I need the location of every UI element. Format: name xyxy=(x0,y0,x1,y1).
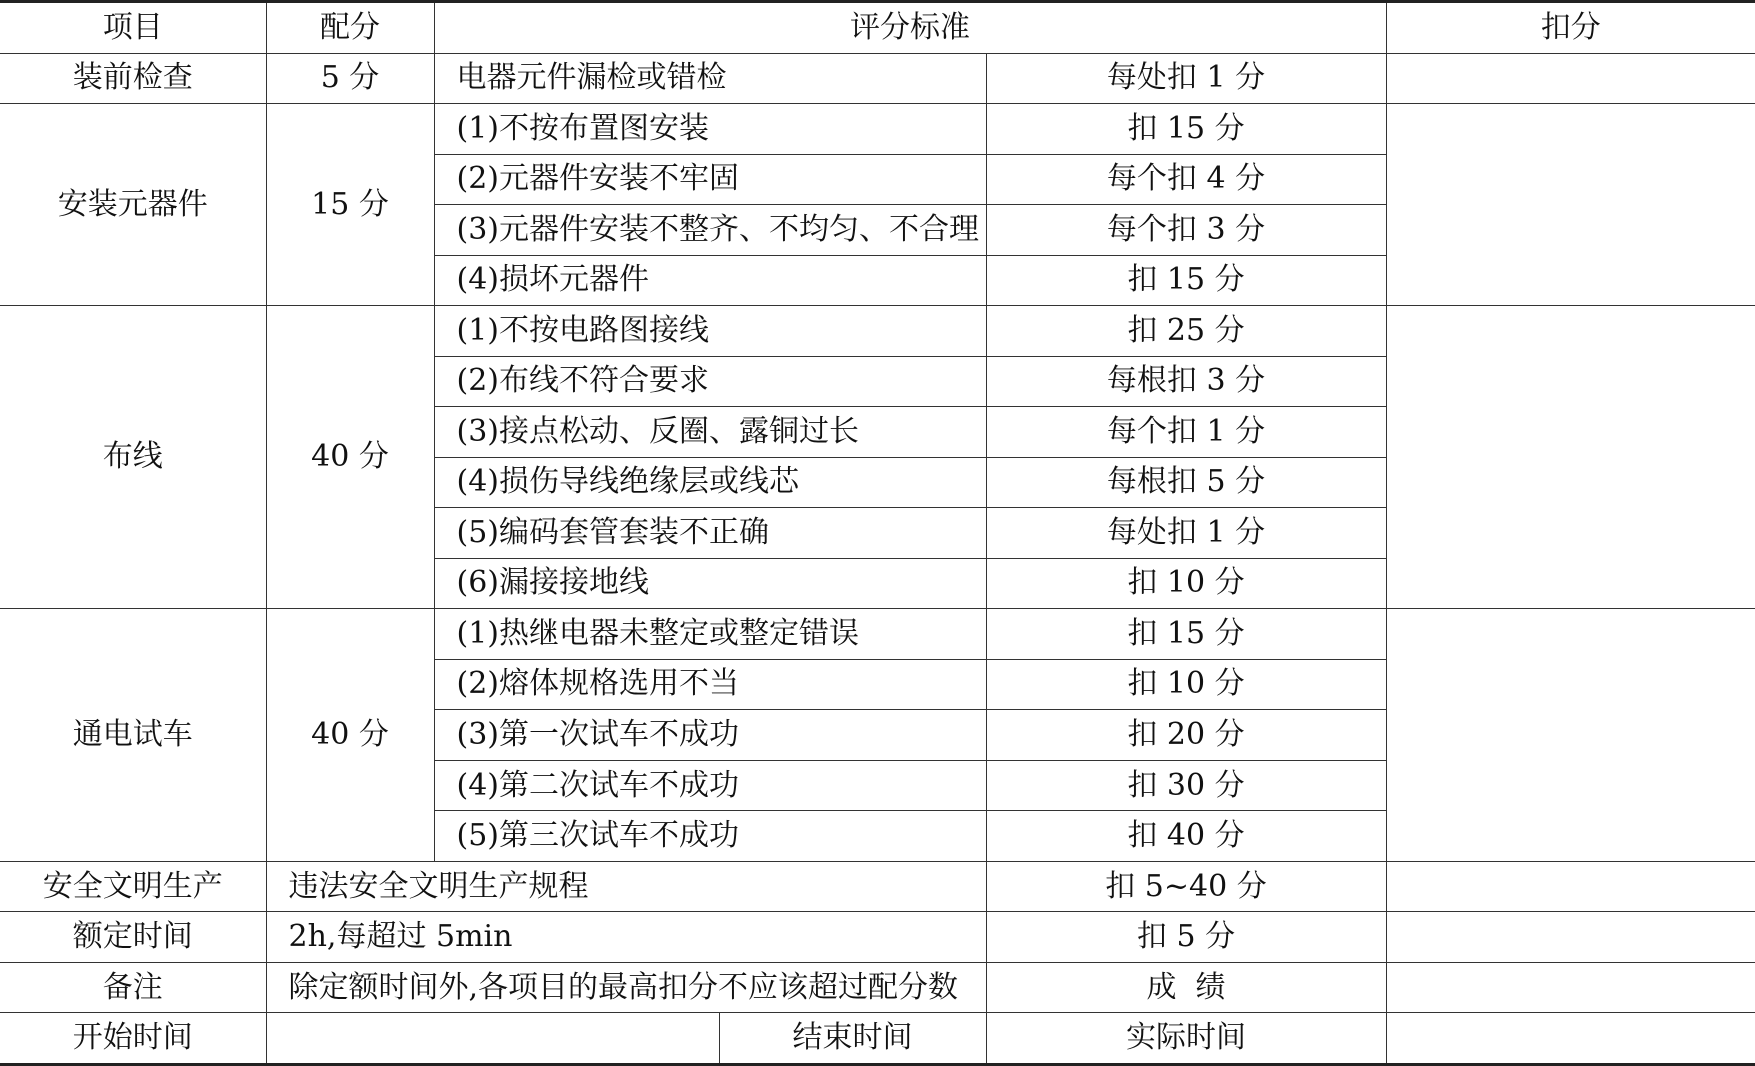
time-limit-row xyxy=(0,912,1755,963)
criteria-penalty: 每处扣 1 分 xyxy=(986,53,1386,104)
criteria-penalty: 每根扣 3 分 xyxy=(986,356,1386,407)
deduct-cell[interactable] xyxy=(1386,861,1755,912)
section-score: 40 分 xyxy=(266,609,434,862)
section-score: 15 分 xyxy=(266,104,434,306)
criteria-desc: (4)损坏元器件 xyxy=(434,255,986,306)
criteria-desc: (2)熔体规格选用不当 xyxy=(434,659,986,710)
header-score: 配分 xyxy=(266,2,434,54)
end-time-label: 结束时间 xyxy=(719,1013,986,1065)
safety-name: 安全文明生产 xyxy=(0,861,266,912)
criteria-penalty: 每个扣 1 分 xyxy=(986,407,1386,458)
deduct-cell[interactable] xyxy=(1386,609,1755,862)
criteria-desc: (3)第一次试车不成功 xyxy=(434,710,986,761)
criteria-penalty: 扣 15 分 xyxy=(986,255,1386,306)
start-time-label: 开始时间 xyxy=(0,1013,266,1065)
section-name: 安装元器件 xyxy=(0,104,266,306)
deduct-cell[interactable] xyxy=(1386,912,1755,963)
table-row xyxy=(0,609,1755,660)
criteria-penalty: 扣 20 分 xyxy=(986,710,1386,761)
grade-label: 成 绩 xyxy=(986,962,1386,1013)
criteria-penalty: 扣 25 分 xyxy=(986,306,1386,357)
header-deduct: 扣分 xyxy=(1386,2,1755,54)
section-name: 通电试车 xyxy=(0,609,266,862)
deduct-cell[interactable] xyxy=(1386,104,1755,306)
time-limit-name: 额定时间 xyxy=(0,912,266,963)
time-limit-desc: 2h,每超过 5min xyxy=(266,912,986,963)
criteria-penalty: 每个扣 4 分 xyxy=(986,154,1386,205)
safety-penalty: 扣 5~40 分 xyxy=(986,861,1386,912)
table-row xyxy=(0,53,1755,104)
time-limit-penalty: 扣 5 分 xyxy=(986,912,1386,963)
header-criteria: 评分标准 xyxy=(434,2,1386,54)
criteria-penalty: 每个扣 3 分 xyxy=(986,205,1386,256)
grade-cell[interactable] xyxy=(1386,962,1755,1013)
criteria-desc: (1)不按布置图安装 xyxy=(434,104,986,155)
section-score: 40 分 xyxy=(266,306,434,609)
criteria-desc: (5)第三次试车不成功 xyxy=(434,811,986,862)
section-score: 5 分 xyxy=(266,53,434,104)
criteria-desc: (6)漏接接地线 xyxy=(434,558,986,609)
deduct-cell[interactable] xyxy=(1386,53,1755,104)
table-row xyxy=(0,104,1755,155)
table-row xyxy=(0,306,1755,357)
start-time-cell[interactable] xyxy=(266,1013,719,1065)
criteria-penalty: 扣 30 分 xyxy=(986,760,1386,811)
criteria-penalty: 扣 15 分 xyxy=(986,609,1386,660)
safety-desc: 违法安全文明生产规程 xyxy=(266,861,986,912)
criteria-desc: (2)元器件安装不牢固 xyxy=(434,154,986,205)
section-name: 布线 xyxy=(0,306,266,609)
actual-time-cell[interactable] xyxy=(1386,1013,1755,1065)
remark-name: 备注 xyxy=(0,962,266,1013)
section-name: 装前检查 xyxy=(0,53,266,104)
criteria-penalty: 每处扣 1 分 xyxy=(986,508,1386,559)
criteria-desc: (2)布线不符合要求 xyxy=(434,356,986,407)
safety-row xyxy=(0,861,1755,912)
criteria-desc: (1)不按电路图接线 xyxy=(434,306,986,357)
remark-desc: 除定额时间外,各项目的最高扣分不应该超过配分数 xyxy=(266,962,986,1013)
criteria-penalty: 扣 10 分 xyxy=(986,558,1386,609)
criteria-desc: (3)元器件安装不整齐、不均匀、不合理 xyxy=(434,205,986,256)
criteria-desc: (5)编码套管套装不正确 xyxy=(434,508,986,559)
remark-row xyxy=(0,962,1755,1013)
criteria-penalty: 扣 10 分 xyxy=(986,659,1386,710)
criteria-desc: (3)接点松动、反圈、露铜过长 xyxy=(434,407,986,458)
criteria-penalty: 每根扣 5 分 xyxy=(986,457,1386,508)
criteria-desc: (4)损伤导线绝缘层或线芯 xyxy=(434,457,986,508)
actual-time-label: 实际时间 xyxy=(986,1013,1386,1065)
criteria-desc: 电器元件漏检或错检 xyxy=(434,53,986,104)
header-item: 项目 xyxy=(0,2,266,54)
criteria-penalty: 扣 40 分 xyxy=(986,811,1386,862)
header-row xyxy=(0,2,1755,54)
deduct-cell[interactable] xyxy=(1386,306,1755,609)
criteria-desc: (4)第二次试车不成功 xyxy=(434,760,986,811)
criteria-penalty: 扣 15 分 xyxy=(986,104,1386,155)
criteria-desc: (1)热继电器未整定或整定错误 xyxy=(434,609,986,660)
footer-row xyxy=(0,1013,1755,1065)
